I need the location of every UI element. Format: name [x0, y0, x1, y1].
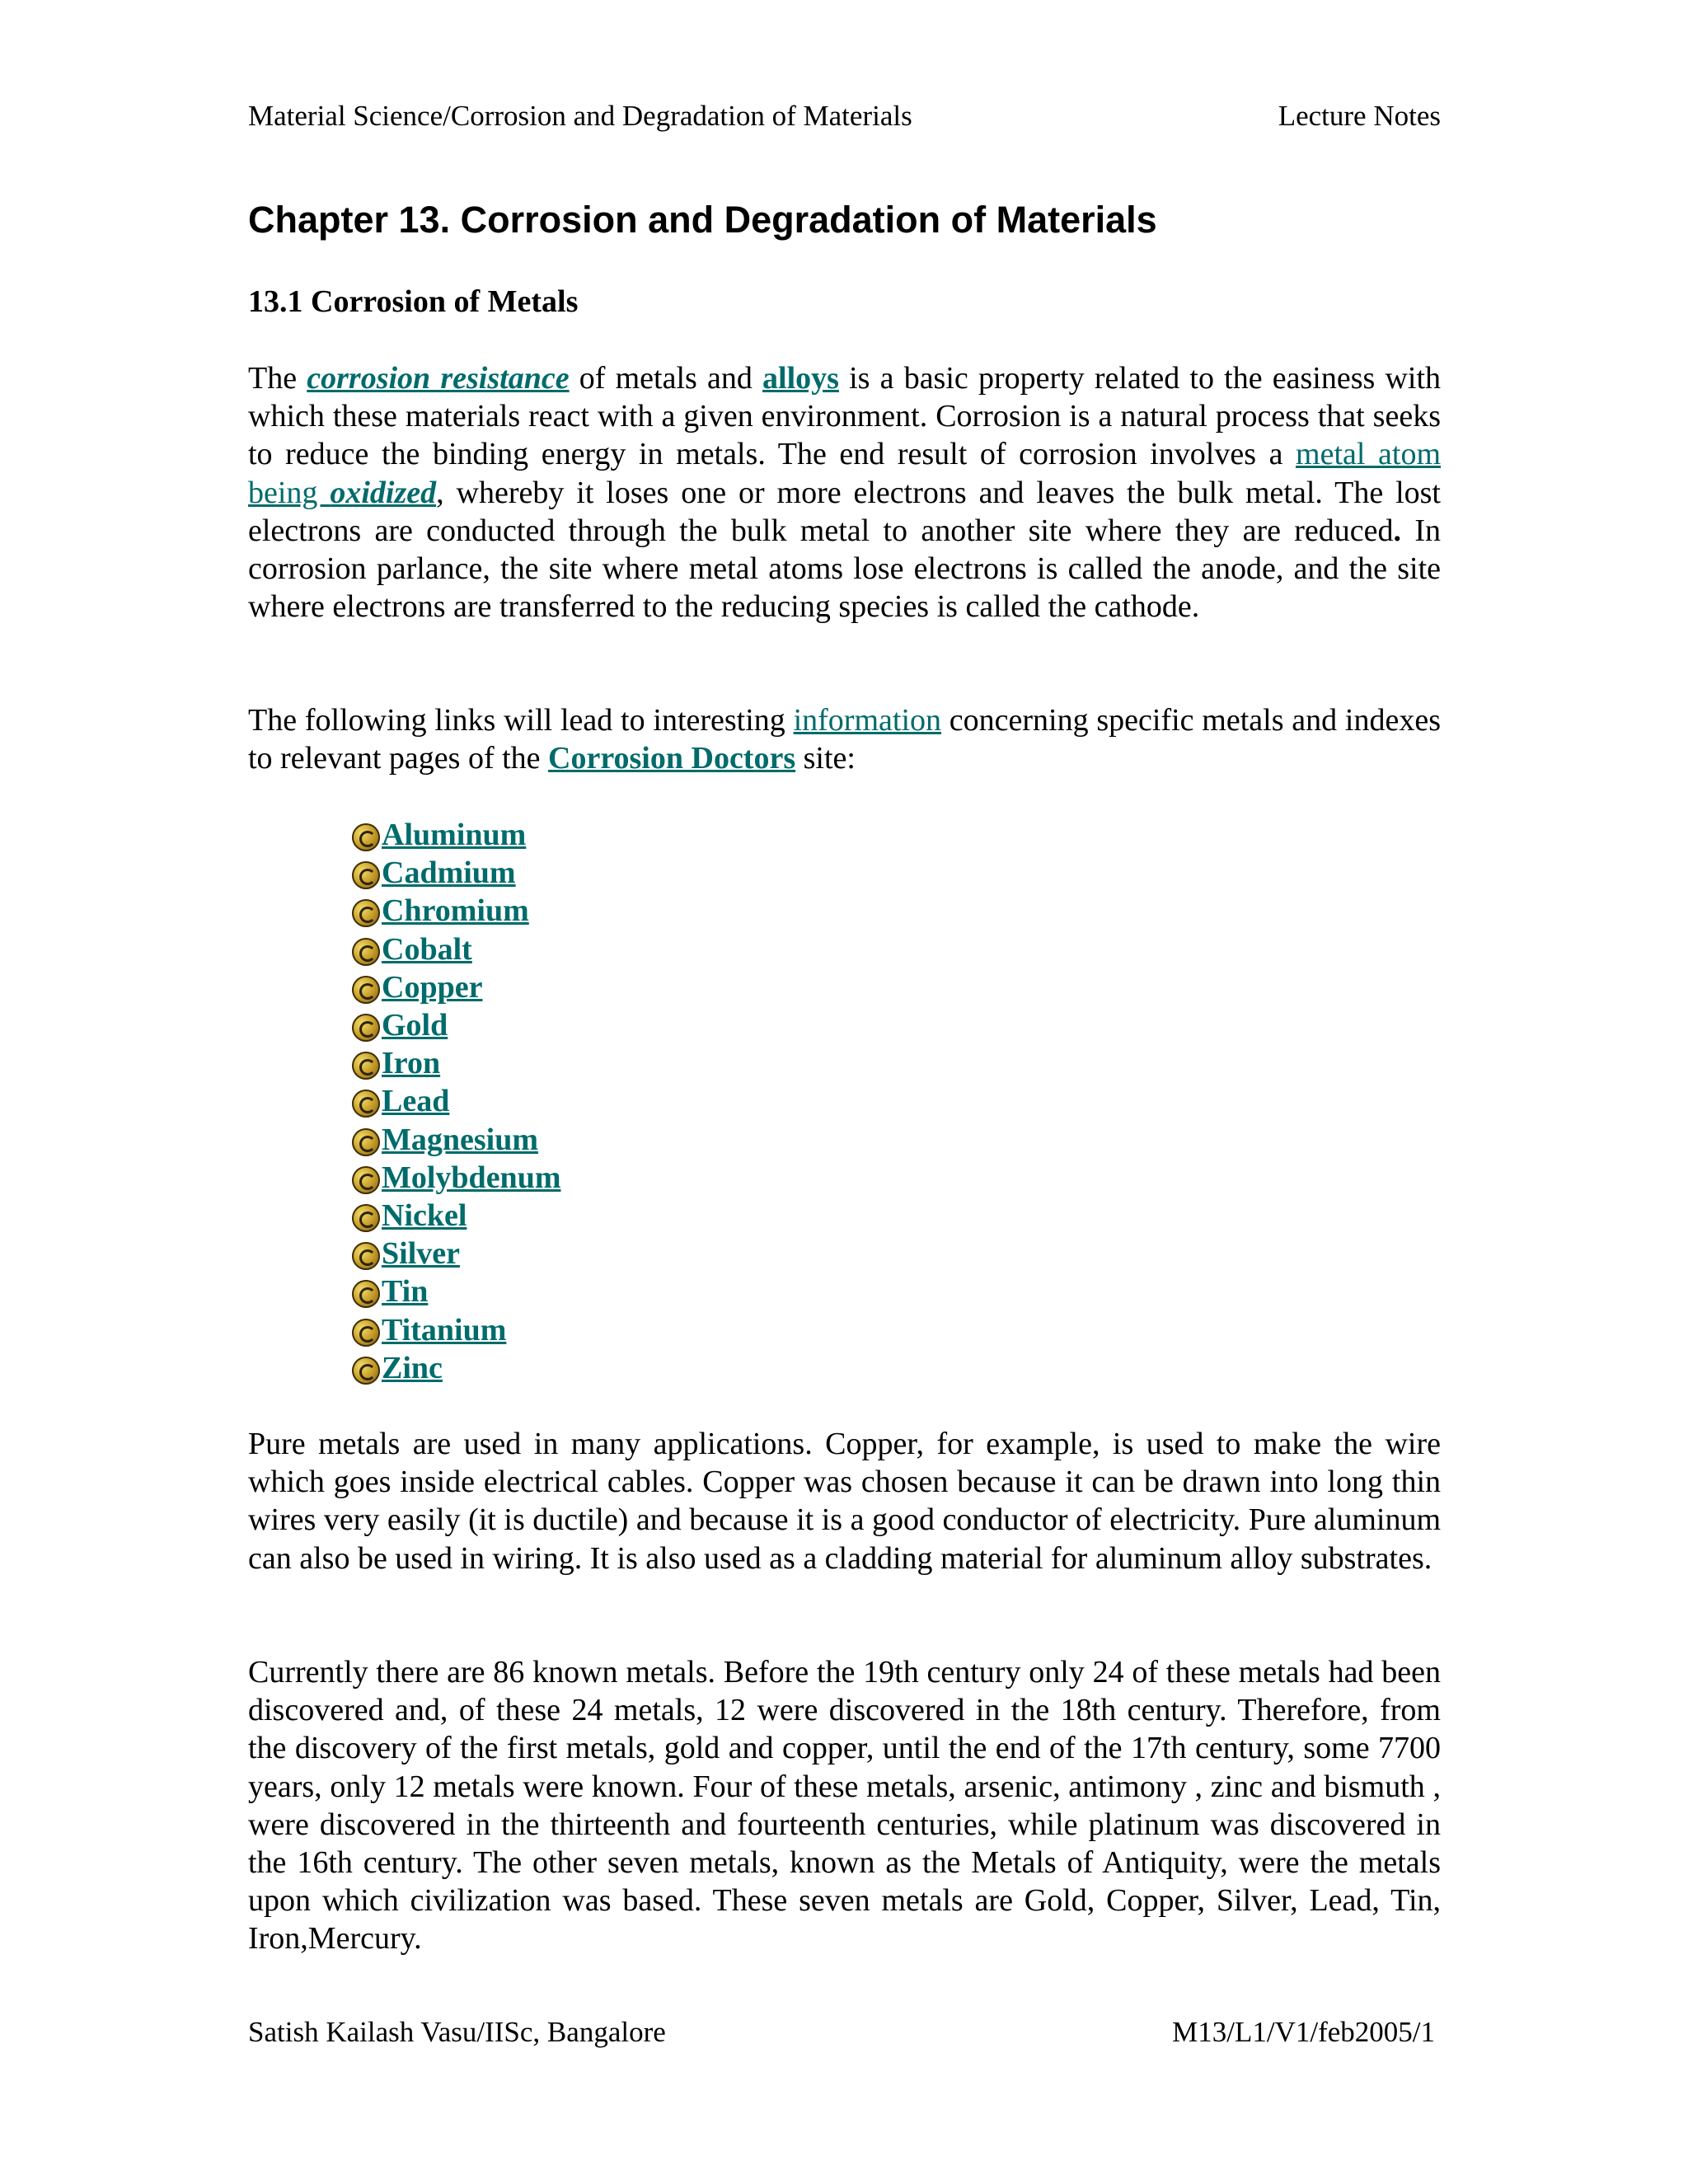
- metal-list-item: [352, 1082, 560, 1120]
- metal-list-item: [352, 930, 560, 968]
- metal-link-cobalt[interactable]: Cobalt: [382, 931, 472, 967]
- link-metal-atom-being[interactable]: metal atom being: [248, 437, 1442, 510]
- text-run: In corrosion parlance, the site where metal atoms lose electrons is called the anode, and the site where electrons are transferred to the reducing species is called the cathode.: [248, 513, 1441, 625]
- metal-list-item: [352, 1197, 560, 1235]
- metal-list-item: [352, 1349, 560, 1387]
- links-intro-paragraph: [248, 701, 1441, 777]
- gold-coin-icon: [352, 938, 380, 966]
- known-metals-paragraph: Currently there are 86 known metals. Before the 19th century only 24 of these metals had been discovered and, of these 24 metals, 12 were discovered in the 18th century. Therefore, from the discovery of the first metals, gold and copper, until the end of the 17th century, some 7700 years, only 12 metals were known. Four of these metals, arsenic, antimony , zinc and bismuth , were discovered in the thirteenth and fourteenth centuries, while platinum was discovered in the 16th century. The other seven metals, known as the Metals of Antiquity, were the metals upon which civilization was based. These seven metals are Gold, Copper, Silver, Lead, Tin, Iron,Mercury.: [248, 1655, 1441, 1957]
- gold-coin-icon: [352, 1166, 380, 1194]
- link-information[interactable]: information: [793, 703, 941, 738]
- metal-link-silver[interactable]: Silver: [382, 1236, 460, 1272]
- metal-link-tin[interactable]: Tin: [382, 1274, 429, 1310]
- metal-link-cadmium[interactable]: Cadmium: [382, 855, 516, 891]
- gold-coin-icon: [352, 1128, 380, 1156]
- metal-list-item: [352, 1044, 560, 1082]
- metal-list-item: [352, 854, 560, 892]
- gold-coin-icon: [352, 861, 380, 889]
- metal-list-item: [352, 1006, 560, 1044]
- gold-coin-icon: [352, 1052, 380, 1080]
- metal-list-item: [352, 1235, 560, 1272]
- gold-coin-icon: [352, 823, 380, 851]
- footer-doc-id: M13/L1/V1/feb2005/1: [1172, 2016, 1435, 2048]
- metal-link-lead[interactable]: Lead: [382, 1084, 450, 1119]
- text-run: is a basic property related to the easiness with which these materials react with a given environment. Corrosion is a natural process that seeks to reduce the binding energy in metals. The end result of corrosion involves a: [248, 361, 1442, 472]
- gold-coin-icon: [352, 1357, 380, 1385]
- text-run-bold-period: .: [1393, 513, 1402, 548]
- metal-list-item: [352, 1121, 560, 1159]
- text-run: The following links will lead to interesting: [248, 703, 794, 738]
- link-corrosion-resistance[interactable]: corrosion resistance: [307, 361, 570, 396]
- chapter-title: Chapter 13. Corrosion and Degradation of Materials: [248, 199, 1157, 241]
- gold-coin-icon: [352, 899, 380, 927]
- gold-coin-icon: [352, 1280, 380, 1308]
- metal-link-nickel[interactable]: Nickel: [382, 1197, 467, 1233]
- metal-link-aluminum[interactable]: Aluminum: [382, 818, 527, 853]
- metal-link-titanium[interactable]: Titanium: [382, 1312, 507, 1347]
- gold-coin-icon: [352, 1014, 380, 1042]
- metal-links-list: [352, 816, 560, 1387]
- text-run: The: [248, 361, 307, 396]
- text-run: of metals and: [569, 361, 763, 396]
- metal-link-molybdenum[interactable]: Molybdenum: [382, 1160, 561, 1195]
- intro-paragraph: [248, 359, 1441, 626]
- footer-author: Satish Kailash Vasu/IISc, Bangalore: [248, 2016, 666, 2048]
- text-run: , whereby it loses one or more electrons and leaves the bulk metal. The lost electrons are conducted through the bulk metal to another site where they are reduced: [248, 475, 1441, 548]
- gold-coin-icon: [352, 1204, 380, 1232]
- gold-coin-icon: [352, 1319, 380, 1347]
- metal-link-gold[interactable]: Gold: [382, 1008, 448, 1043]
- metal-link-magnesium[interactable]: Magnesium: [382, 1122, 538, 1157]
- gold-coin-icon: [352, 976, 380, 1004]
- link-oxidized[interactable]: oxidized: [330, 475, 437, 510]
- metal-list-item: [352, 892, 560, 930]
- header-course-title: Material Science/Corrosion and Degradation of Materials: [248, 100, 912, 132]
- gold-coin-icon: [352, 1242, 380, 1270]
- metal-link-chromium[interactable]: Chromium: [382, 893, 529, 929]
- metal-list-item: [352, 1159, 560, 1197]
- metal-list-item: [352, 1310, 560, 1348]
- link-alloys[interactable]: alloys: [762, 361, 839, 396]
- metal-list-item: [352, 968, 560, 1006]
- metal-list-item: [352, 1272, 560, 1310]
- link-corrosion-doctors[interactable]: Corrosion Doctors: [548, 741, 796, 776]
- metal-list-item: [352, 816, 560, 854]
- text-run: site:: [795, 741, 856, 776]
- metal-link-copper[interactable]: Copper: [382, 969, 483, 1005]
- gold-coin-icon: [352, 1090, 380, 1118]
- metal-link-iron[interactable]: Iron: [382, 1046, 441, 1081]
- header-doc-type: Lecture Notes: [1278, 100, 1441, 132]
- section-title: 13.1 Corrosion of Metals: [248, 284, 579, 319]
- metal-link-zinc[interactable]: Zinc: [382, 1350, 443, 1385]
- text-run: concerning specific metals and indexes to relevant pages of the: [248, 703, 1442, 776]
- pure-metals-paragraph: Pure metals are used in many applications. Copper, for example, is used to make the wire which goes inside electrical cables. Copper was chosen because it can be drawn into long thin wires very easily (it is ductile) and because it is a good conductor of electricity. Pure aluminum can also be used in wiring. It is also used as a cladding material for aluminum alloy substrates.: [248, 1427, 1441, 1576]
